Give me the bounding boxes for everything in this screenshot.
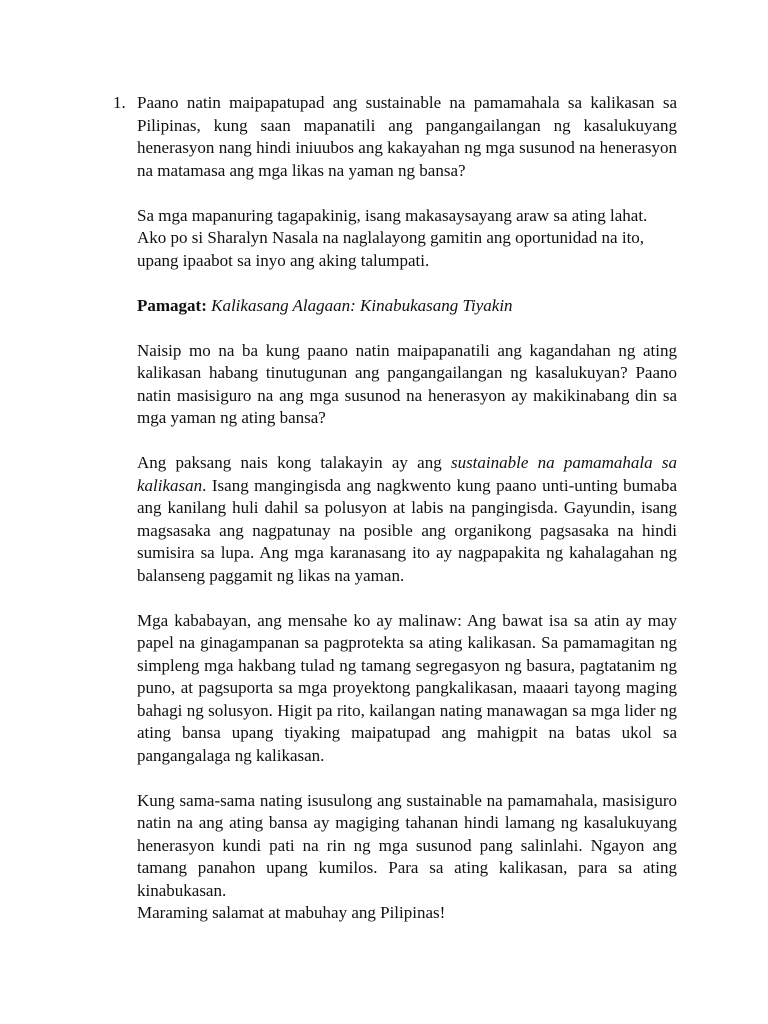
message-paragraph: Mga kababayan, ang mensahe ko ay malinaw: Ang bawat isa sa atin ay may papel na ginagampanan sa pagprotekta sa ating kalikasan. Sa pamamagitan ng simpleng mga hakbang tulad ng tamang segregasyon ng basura, pagtatanim ng puno, at pagsuporta sa mga proyektong pangkalikasan, maaari tayong maging bahagi ng solusyon. Higit pa rito, kailangan nating manawagan sa mga lider ng ating bansa upang tiyaking maipatupad ang mahigpit na batas ukol sa pangangalaga ng kalikasan. [137,610,677,765]
topic-rest: . Isang mangingisda ang nagkwento kung paano unti-unting bumaba ang kanilang huli dahil sa polusyon at labis na pangingisda. Gayundin, isang magsasaka ang nagpatunay na posible ang organikong pagsasaka na hindi sumisira sa lupa. Ang mga karanasang ito ay nagpapakita ng kahalagahan ng balanseng paggamit ng likas na yaman. [137,475,677,585]
topic-lead: Ang paksang nais kong talakayin ay ang [137,453,451,472]
topic-italic: sustainable na pamamahala sa kalikasan [137,453,678,495]
conclusion-paragraph: Kung sama-sama nating isusulong ang sustainable na pamamahala, masisiguro natin na ang ating bansa ay magiging tahanan hindi lamang ng kasalukuyang henerasyon kundi pati na rin ng mga susunod pang salinlahi. Ngayon ang tamang panahon upang kumilos. Para sa ating kalikasan, para sa ating kinabukasan. [137,790,677,900]
greeting-paragraph: Sa mga mapanuring tagapakinig, isang makasaysayang araw sa ating lahat. Ako po si Sharalyn Nasala na naglalayong gamitin ang oportunidad na ito, upang ipaabot sa inyo ang aking talumpati. [137,205,648,270]
topic-paragraph [137,452,677,587]
closing-line: Maraming salamat at mabuhay ang Pilipinas! [137,903,446,922]
title-line [137,295,677,318]
document-body [137,92,677,925]
list-item-number: 1. [113,93,126,112]
question-paragraph: Paano natin maipapatupad ang sustainable na pamamahala sa kalikasan sa Pilipinas, kung saan mapanatili ang pangangailangan ng kasalukuyang henerasyon nang hindi iniuubos ang kakayahan ng mga susunod na henerasyon na matamasa ang mga likas na yaman ng bansa? [137,93,677,180]
intro-paragraph: Naisip mo na ba kung paano natin maipapanatili ang kagandahan ng ating kalikasan habang tinutugunan ang pangangailangan ng kasalukuyan? Paano natin masisiguro na ang mga susunod na henerasyon ay makikinabang din sa mga yaman ng ating bansa? [137,340,677,427]
title-text: Kalikasang Alagaan: Kinabukasang Tiyakin [211,295,513,315]
title-label: Pamagat: [137,295,207,315]
